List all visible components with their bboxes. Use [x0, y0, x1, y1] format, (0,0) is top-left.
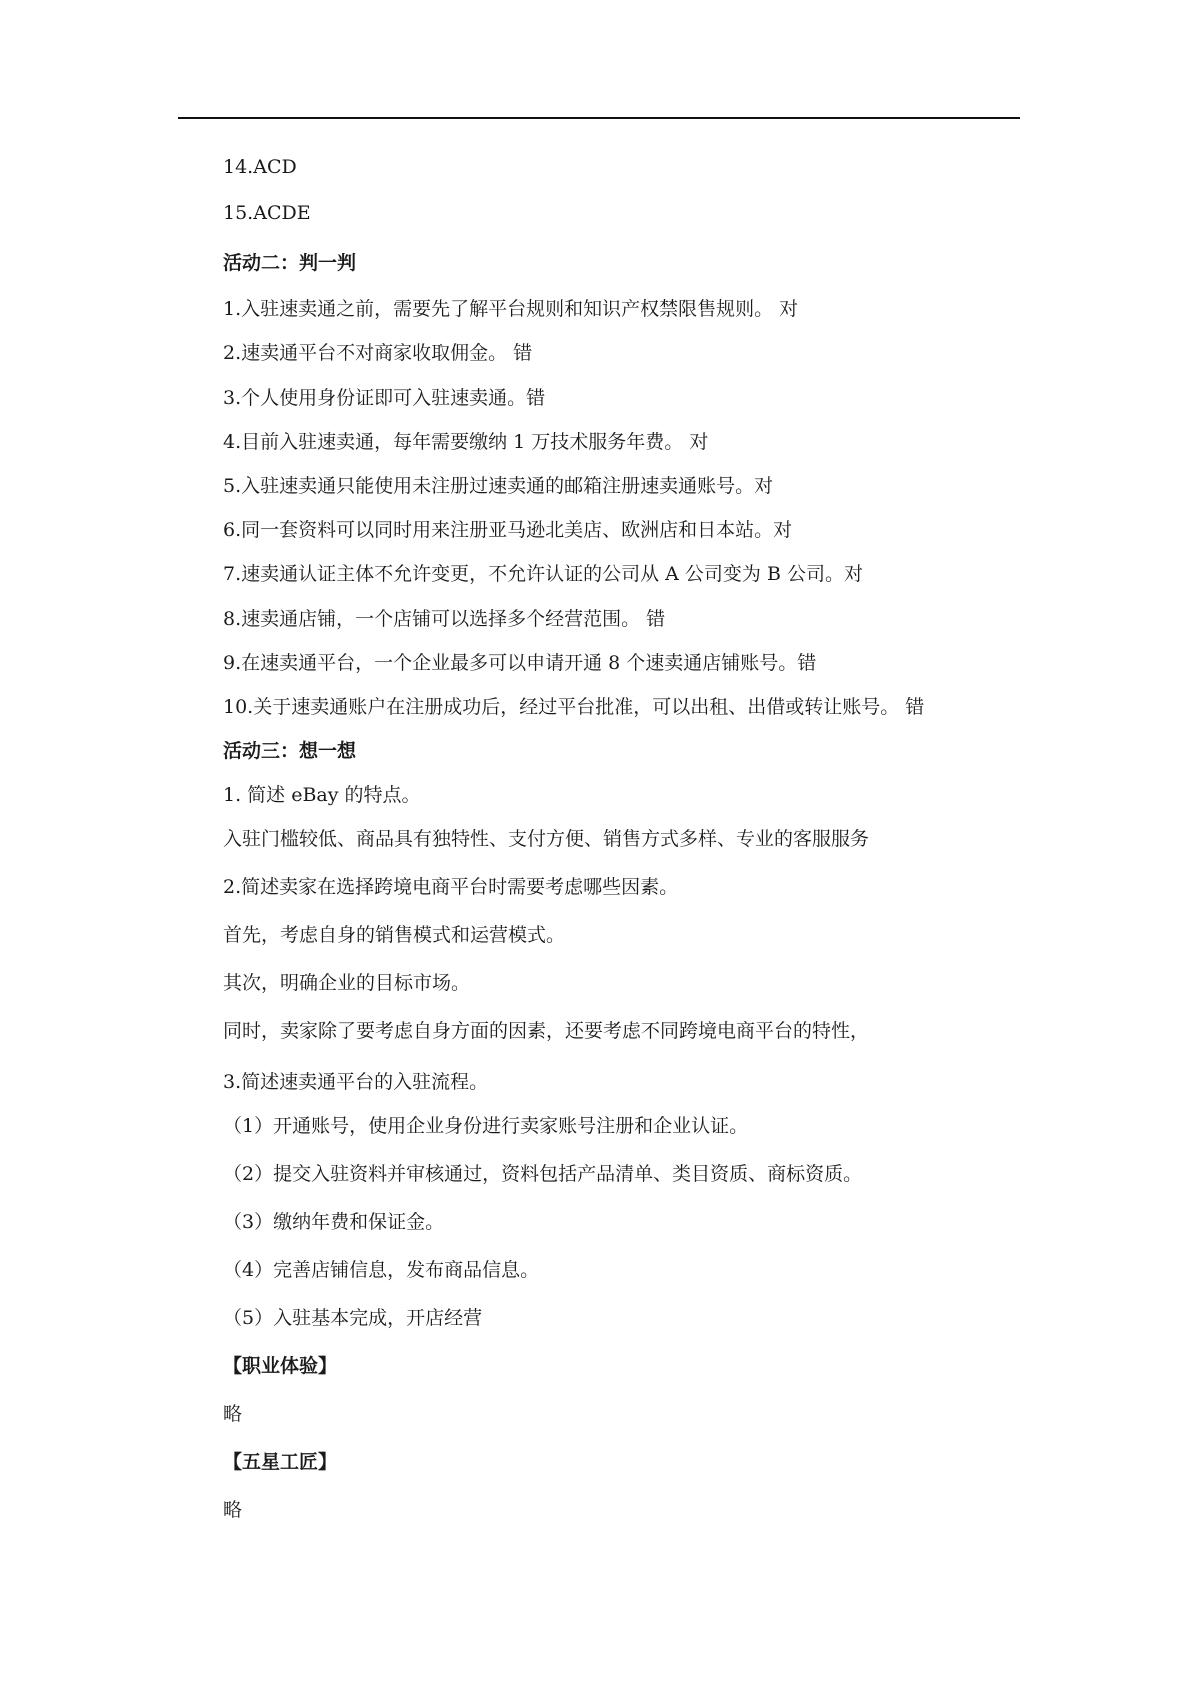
judgment-item-8: 8.速卖通店铺，一个店铺可以选择多个经营范围。 错 — [223, 608, 666, 630]
judgment-item-2: 2.速卖通平台不对商家收取佣金。 错 — [223, 342, 533, 364]
answer-15: 15.ACDE — [223, 202, 311, 224]
judgment-item-7: 7.速卖通认证主体不允许变更，不允许认证的公司从 A 公司变为 B 公司。对 — [223, 563, 863, 585]
judgment-item-5: 5.入驻速卖通只能使用未注册过速卖通的邮箱注册速卖通账号。对 — [223, 475, 774, 497]
answer-2-third: 同时，卖家除了要考虑自身方面的因素，还要考虑不同跨境电商平台的特性， — [223, 1020, 870, 1042]
career-experience-content: 略 — [223, 1403, 243, 1425]
section-heading-five-star-craftsman: 【五星工匠】 — [223, 1451, 338, 1473]
question-1: 1. 简述 eBay 的特点。 — [223, 784, 421, 806]
section-heading-activity-2: 活动二：判一判 — [223, 252, 357, 274]
process-step-4: （4）完善店铺信息，发布商品信息。 — [223, 1259, 540, 1281]
judgment-item-9: 9.在速卖通平台，一个企业最多可以申请开通 8 个速卖通店铺账号。错 — [223, 652, 817, 674]
judgment-item-10: 10.关于速卖通账户在注册成功后，经过平台批准，可以出租、出借或转让账号。 错 — [223, 696, 925, 718]
question-2: 2.简述卖家在选择跨境电商平台时需要考虑哪些因素。 — [223, 876, 679, 898]
question-3: 3.简述速卖通平台的入驻流程。 — [223, 1071, 489, 1093]
judgment-item-4: 4.目前入驻速卖通，每年需要缴纳 1 万技术服务年费。 对 — [223, 431, 709, 453]
judgment-item-1: 1.入驻速卖通之前，需要先了解平台规则和知识产权禁限售规则。 对 — [223, 298, 799, 320]
answer-2-first: 首先，考虑自身的销售模式和运营模式。 — [223, 924, 566, 946]
answer-1: 入驻门槛较低、商品具有独特性、支付方便、销售方式多样、专业的客服服务 — [223, 828, 870, 850]
header-rule — [178, 117, 1020, 119]
process-step-2: （2）提交入驻资料并审核通过，资料包括产品清单、类目资质、商标资质。 — [223, 1163, 863, 1185]
answer-14: 14.ACD — [223, 156, 297, 178]
judgment-item-3: 3.个人使用身份证即可入驻速卖通。错 — [223, 387, 546, 409]
judgment-item-6: 6.同一套资料可以同时用来注册亚马逊北美店、欧洲店和日本站。对 — [223, 519, 793, 541]
answer-2-second: 其次，明确企业的目标市场。 — [223, 972, 471, 994]
process-step-1: （1）开通账号，使用企业身份进行卖家账号注册和企业认证。 — [223, 1115, 749, 1137]
process-step-3: （3）缴纳年费和保证金。 — [223, 1211, 445, 1233]
section-heading-activity-3: 活动三：想一想 — [223, 740, 357, 762]
section-heading-career-experience: 【职业体验】 — [223, 1355, 338, 1377]
five-star-craftsman-content: 略 — [223, 1499, 243, 1521]
process-step-5: （5）入驻基本完成，开店经营 — [223, 1307, 483, 1329]
